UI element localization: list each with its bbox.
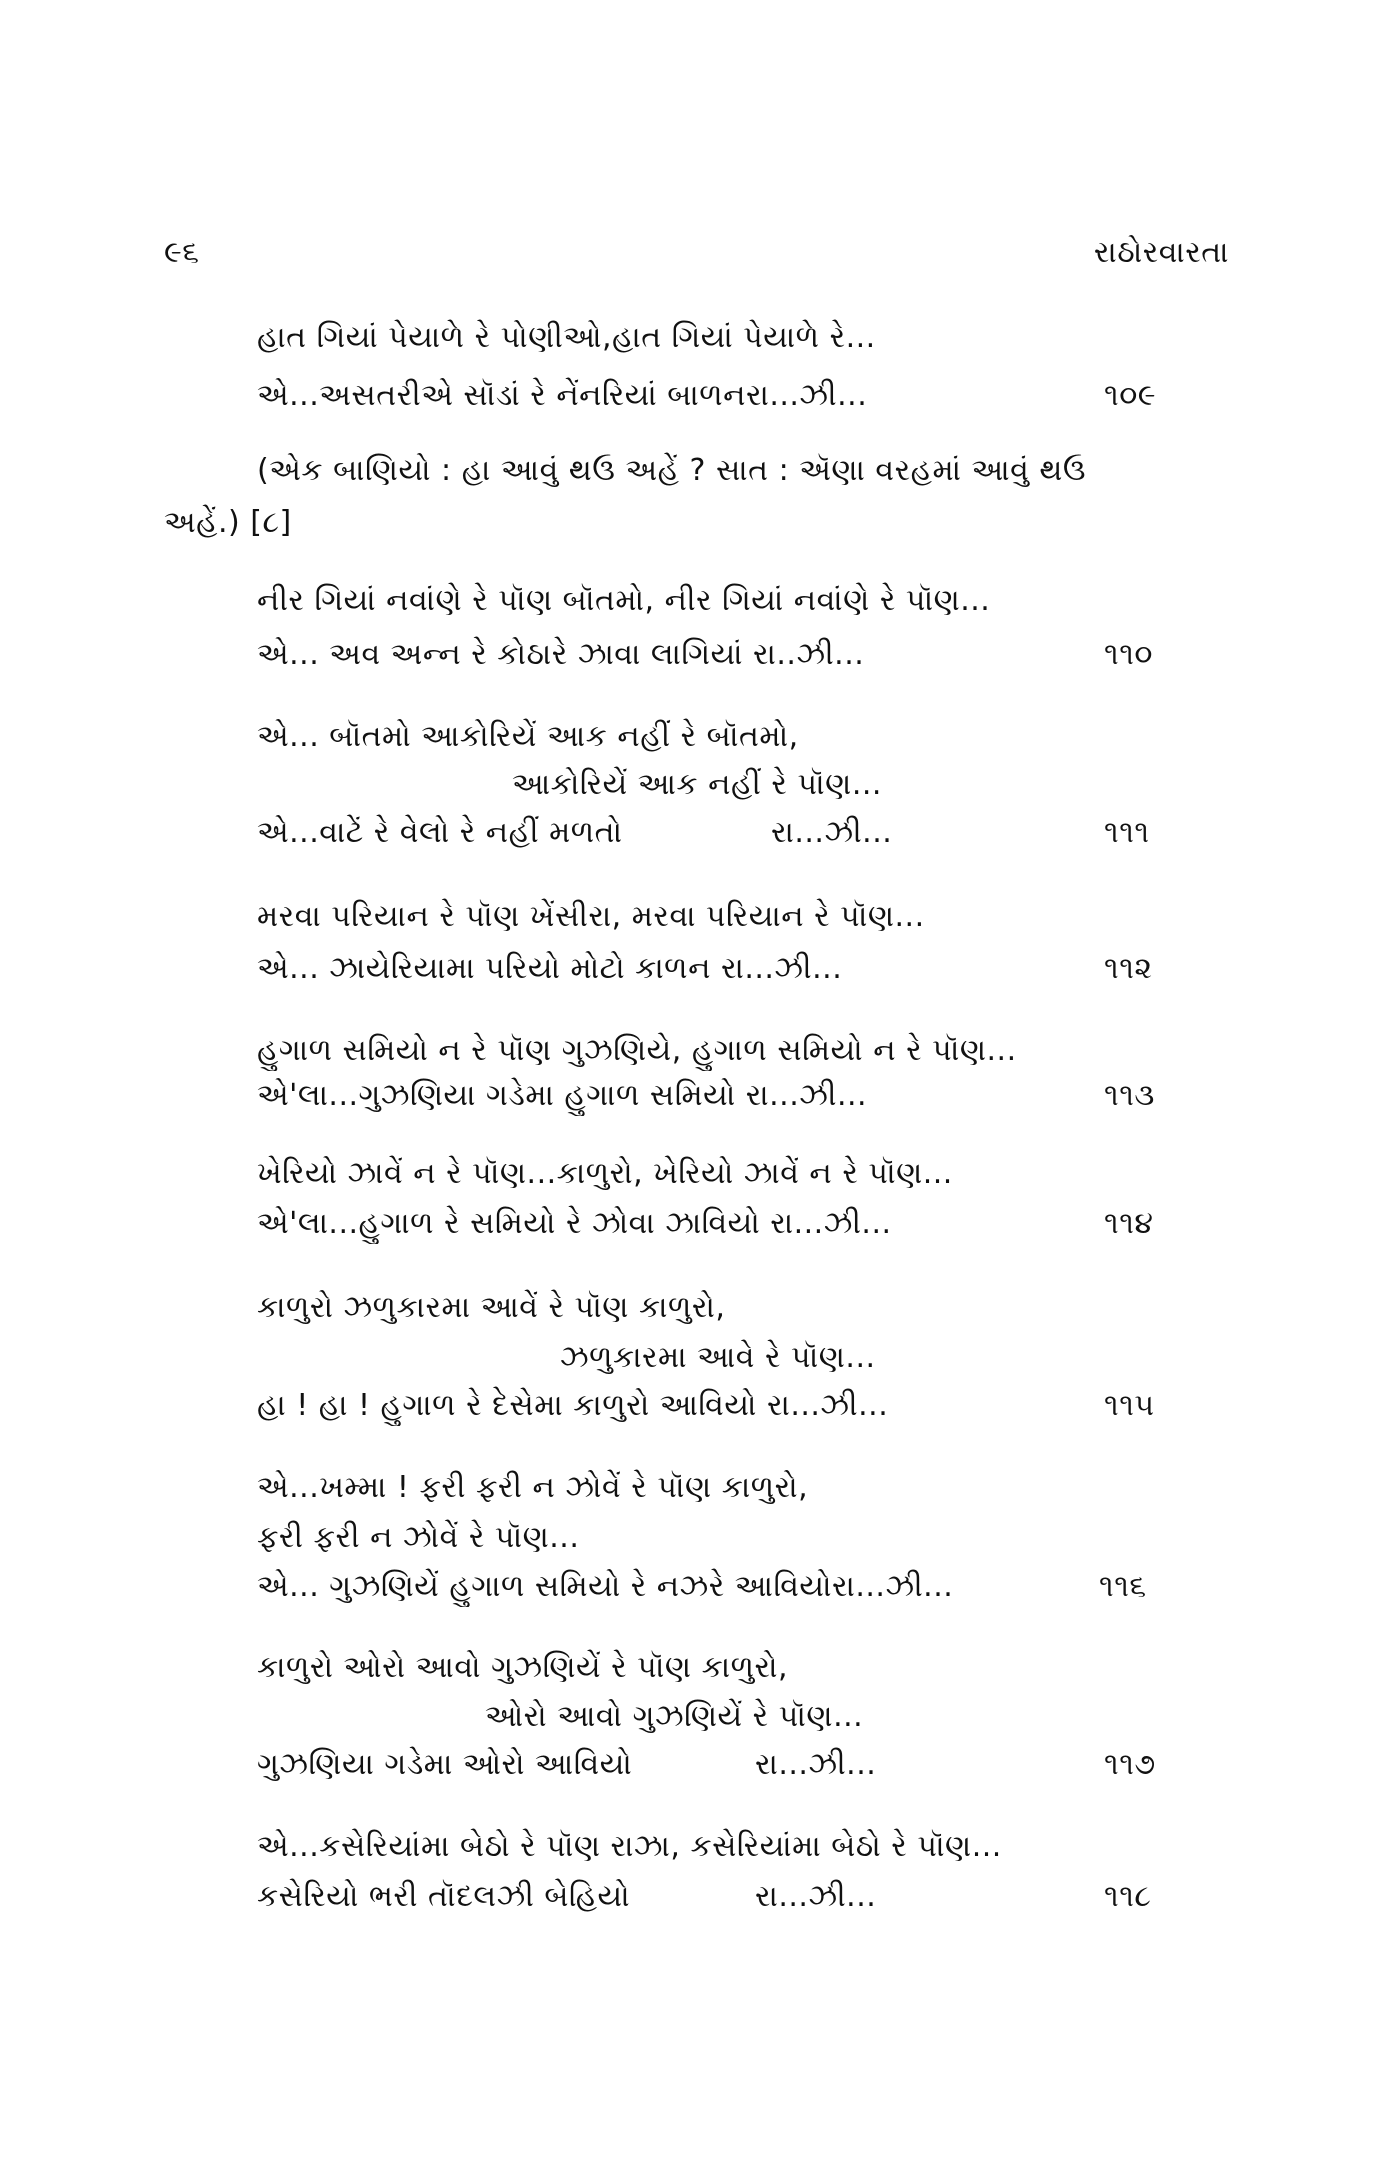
verse-line: નીર ગિયાં નવાંણે રે પૉણ બૉતમો, નીર ગિયાં નવાંણે રે પૉણ... xyxy=(257,583,991,618)
verse-line: કાળુરો ઝળુકારમા આવેં રે પૉણ કાળુરો, xyxy=(257,1290,726,1325)
verse-refrain: રા...ઝી... xyxy=(771,815,893,850)
verse-line: મરવા પરિયાન રે પૉણ ખેંસીરા, મરવા પરિયાન રે પૉણ... xyxy=(257,899,925,934)
verse-line: એ... ઝાયેરિયામા પરિયો મોટો કાળન રા...ઝી... xyxy=(257,951,843,986)
verse-number: ૧૧૦ xyxy=(1104,637,1153,672)
verse-line: હા ! હા ! હુગાળ રે દેસેમા કાળુરો આવિયો રા...ઝી... xyxy=(257,1388,889,1423)
verse-line: એ... અવ અન્ન રે કોઠારે ઝાવા લાગિયાં રા..ઝી... xyxy=(257,637,865,672)
running-title: રાઠોરવારતા xyxy=(1093,235,1229,270)
verse-line-indented: ઝળુકારમા આવે રે પૉણ... xyxy=(560,1340,876,1375)
verse-line: હાત ગિયાં પેયાળે રે પોણીઓ,હાત ગિયાં પેયાળે રે... xyxy=(257,320,876,355)
verse-line: એ'લા...ગુઝણિયા ગડેમા હુગાળ સમિયો રા...ઝી... xyxy=(257,1078,868,1113)
verse-number: ૧૧૨ xyxy=(1104,951,1153,986)
verse-line-indented: ઓરો આવો ગુઝણિયેં રે પૉણ... xyxy=(485,1699,864,1734)
verse-number: ૧૧૩ xyxy=(1104,1078,1155,1113)
verse-number: ૧૧૪ xyxy=(1104,1206,1154,1241)
verse-line: એ'લા...હુગાળ રે સમિયો રે ઝોવા ઝાવિયો રા...ઝી... xyxy=(257,1206,892,1241)
verse-number: ૧૧૧ xyxy=(1104,815,1150,850)
page-number: ૯૬ xyxy=(164,235,200,270)
verse-line: ખેરિયો ઝાવેં ન રે પૉણ...કાળુરો, ખેરિયો ઝાવેં ન રે પૉણ... xyxy=(257,1156,953,1191)
verse-line: એ...અસતરીએ સૉડાં રે નેંનરિયાં બાળનરા...ઝી... xyxy=(257,378,868,413)
verse-number: ૧૧૬ xyxy=(1099,1569,1147,1604)
verse-line: એ...ખમ્મા ! ફરી ફરી ન ઝોવેં રે પૉણ કાળુરો, xyxy=(257,1470,809,1505)
verse-number: ૧૧૫ xyxy=(1104,1388,1155,1423)
verse-line: એ...વાટેં રે વેલો રે નહીં મળતો xyxy=(257,815,623,850)
verse-number: ૧૧૭ xyxy=(1104,1747,1156,1782)
verse-line: એ... ગુઝણિયેં હુગાળ સમિયો રે નઝરે આવિયોરા...ઝી... xyxy=(257,1569,954,1604)
verse-line: ફરી ફરી ન ઝોવેં રે પૉણ... xyxy=(257,1520,580,1555)
verse-line: એ... બૉતમો આકોરિયેં આક નહીં રે બૉતમો, xyxy=(257,719,799,754)
verse-line: ગુઝણિયા ગડેમા ઓરો આવિયો xyxy=(257,1747,633,1782)
verse-refrain: રા...ઝી... xyxy=(755,1879,877,1914)
verse-line-indented: આકોરિયેં આક નહીં રે પૉણ... xyxy=(512,767,882,802)
verse-line: હુગાળ સમિયો ન રે પૉણ ગુઝણિયે, હુગાળ સમિયો ન રે પૉણ... xyxy=(257,1033,1017,1068)
verse-number: ૧૧૮ xyxy=(1104,1879,1152,1914)
prose-line: અહેં.) [૮] xyxy=(164,505,292,540)
verse-line: એ...કસેરિયાંમા બેઠો રે પૉણ રાઝા, કસેરિયાંમા બેઠો રે પૉણ... xyxy=(257,1829,1002,1864)
verse-line: કાળુરો ઓરો આવો ગુઝણિયેં રે પૉણ કાળુરો, xyxy=(257,1650,789,1685)
verse-number: ૧૦૯ xyxy=(1104,378,1157,413)
verse-line: કસેરિયો ભરી તૉદલઝી બેહિયો xyxy=(257,1879,631,1914)
prose-line: (એક બાણિયો : હા આવું થઉં અહેં ? સાત : ઍણા વરહમાં આવું થઉં xyxy=(257,453,1087,488)
verse-refrain: રા...ઝી... xyxy=(755,1747,877,1782)
